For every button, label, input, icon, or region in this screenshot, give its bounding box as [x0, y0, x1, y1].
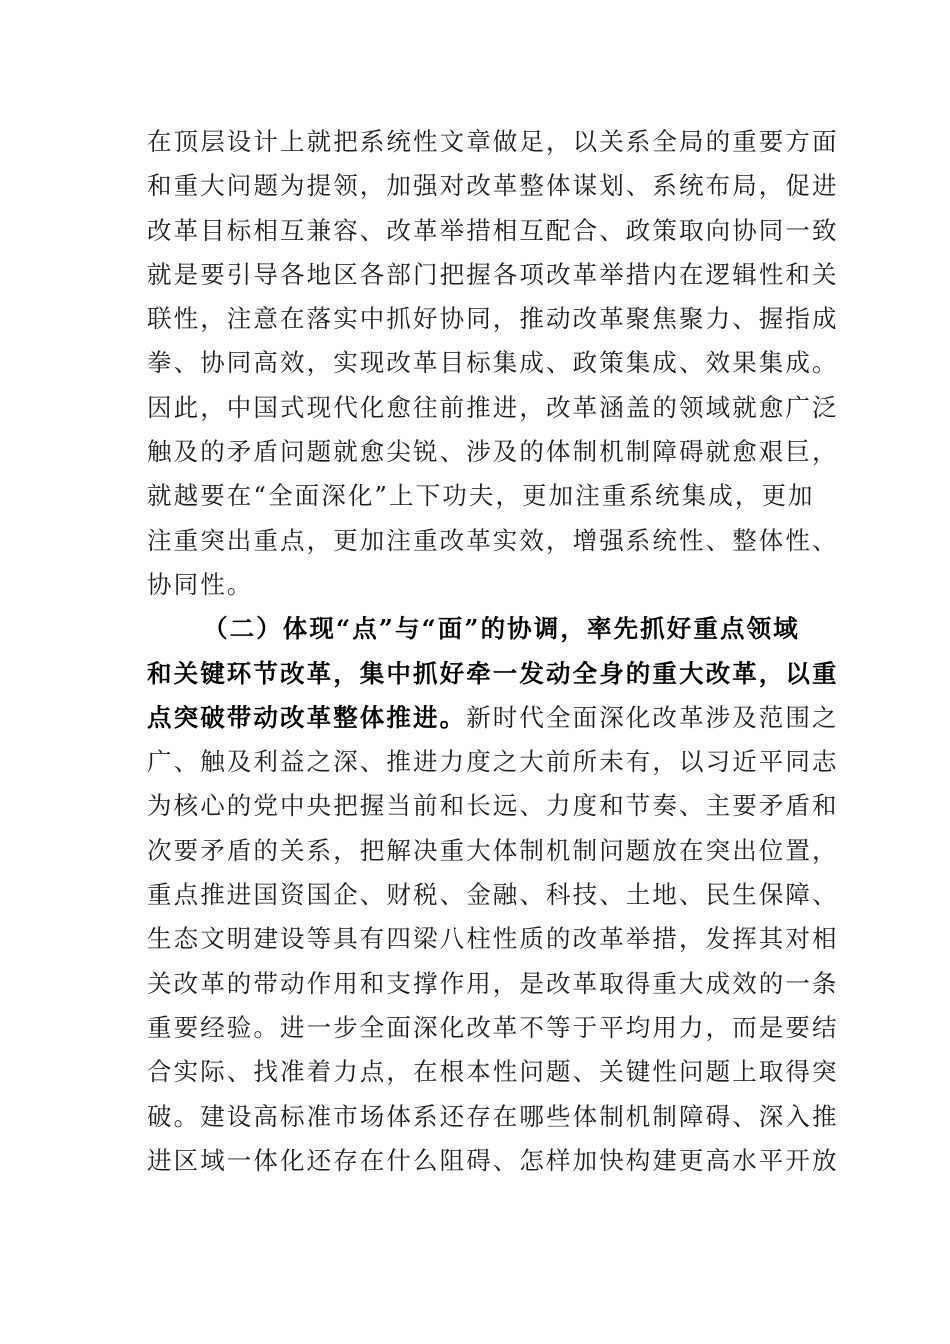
section-heading-tail: 点突破带动改革整体推进。 [147, 702, 467, 732]
text-line: 就是要引导各地区各部门把握各项改革举措内在逻辑性和关 [147, 259, 839, 289]
section-heading-line: （二）体现“点”与“面”的协调，率先抓好重点领域 [203, 614, 800, 644]
text-line: 重要经验。进一步全面深化改革不等于平均用力，而是要结 [147, 1012, 839, 1042]
text-line: 改革目标相互兼容、改革举措相互配合、政策取向协同一致 [147, 215, 839, 245]
text-line: 为核心的党中央把握当前和长远、力度和节奏、主要矛盾和 [147, 791, 839, 821]
text-line: 联性，注意在落实中抓好协同，推动改革聚焦聚力、握指成 [147, 304, 839, 334]
text-line: 合实际、找准着力点，在根本性问题、关键性问题上取得突 [147, 1057, 839, 1087]
text-line: 注重突出重点，更加注重改革实效，增强系统性、整体性、 [147, 525, 839, 555]
section-body-start: 新时代全面深化改革涉及范围之 [466, 702, 839, 732]
section-heading-mixed-line [147, 696, 839, 740]
text-line: 广、触及利益之深、推进力度之大前所未有，以习近平同志 [147, 747, 839, 777]
text-line: 在顶层设计上就把系统性文章做足，以关系全局的重要方面 [147, 127, 839, 156]
document-body [147, 120, 839, 1183]
text-line: 就越要在“全面深化”上下功夫，更加注重系统集成，更加 [147, 481, 815, 511]
text-line: 触及的矛盾问题就愈尖锐、涉及的体制机制障碍就愈艰巨， [147, 437, 839, 467]
text-line: 和重大问题为提领，加强对改革整体谋划、系统布局，促进 [147, 171, 839, 201]
section-heading-line: 和关键环节改革，集中抓好牵一发动全身的重大改革，以重 [147, 658, 839, 688]
text-line: 次要矛盾的关系，把解决重大体制机制问题放在突出位置， [147, 835, 839, 865]
text-line: 关改革的带动作用和支撑作用，是改革取得重大成效的一条 [147, 968, 839, 998]
text-line: 因此，中国式现代化愈往前推进，改革涵盖的领域就愈广泛 [147, 392, 839, 422]
text-line: 拳、协同高效，实现改革目标集成、政策集成、效果集成。 [147, 348, 839, 378]
text-line: 协同性。 [147, 569, 254, 599]
text-line: 生态文明建设等具有四梁八柱性质的改革举措，发挥其对相 [147, 924, 839, 954]
text-line: 破。建设高标准市场体系还存在哪些体制机制障碍、深入推 [147, 1101, 839, 1131]
text-line: 重点推进国资国企、财税、金融、科技、土地、民生保障、 [147, 880, 839, 910]
text-line: 进区域一体化还存在什么阻碍、怎样加快构建更高水平开放 [147, 1145, 839, 1175]
